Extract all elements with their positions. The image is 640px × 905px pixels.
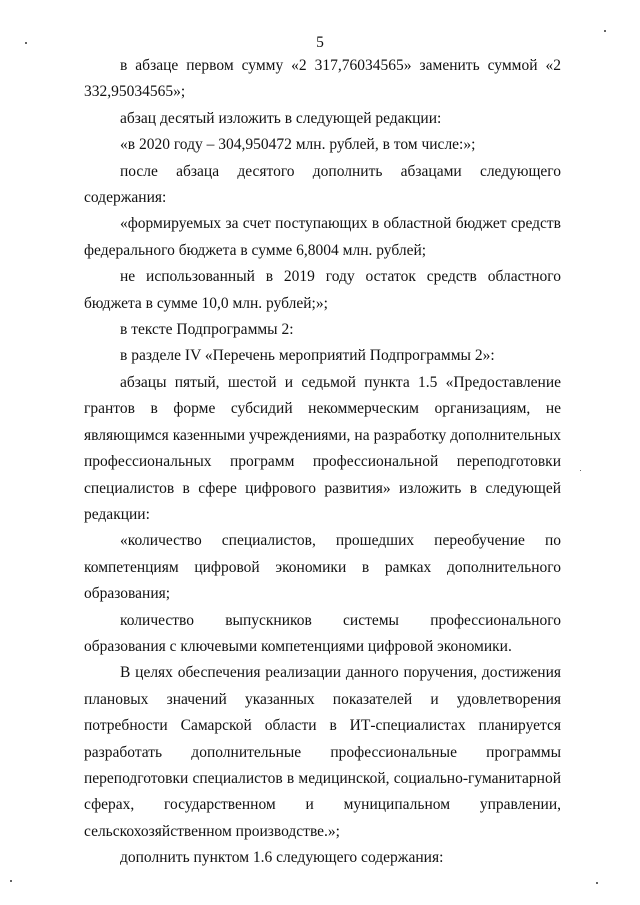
- paragraph: в тексте Подпрограммы 2:: [120, 321, 294, 339]
- scan-speck: [604, 30, 606, 32]
- paragraph: в абзаце первом сумму «2 317,76034565» заменить суммой «2 332,95034565»;: [84, 57, 561, 101]
- scan-speck: [25, 42, 27, 44]
- paragraph: дополнить пунктом 1.6 следующего содержания:: [120, 849, 444, 867]
- paragraph: не использованный в 2019 году остаток средств областного бюджета в сумме 10,0 млн. рублей;»;: [84, 268, 561, 312]
- paragraph: в разделе IV «Перечень мероприятий Подпрограммы 2»:: [120, 347, 495, 365]
- paragraph: «формируемых за счет поступающих в областной бюджет средств федерального бюджета в сумме 6,8004 млн. рублей;: [84, 215, 561, 259]
- paragraph: «количество специалистов, прошедших переобучение по компетенциям цифровой экономики в рамках дополнительного образования;: [84, 532, 561, 603]
- document-body: [84, 53, 561, 872]
- page-number: 5: [316, 34, 324, 51]
- paragraph: после абзаца десятого дополнить абзацами следующего содержания:: [84, 162, 561, 207]
- paragraph: «в 2020 году – 304,950472 млн. рублей, в том числе:»;: [120, 136, 476, 154]
- scan-speck: [580, 470, 581, 471]
- scan-speck: [10, 880, 12, 882]
- scan-speck: [596, 882, 598, 884]
- paragraph: абзац десятый изложить в следующей редакции:: [120, 109, 442, 127]
- paragraph: количество выпускников системы профессионального образования с ключевыми компетенциями цифровой экономики.: [84, 611, 561, 655]
- paragraph: В целях обеспечения реализации данного поручения, достижения плановых значений указанных показателей и удовлетворения потребности Самарской области в ИТ-специалистах планируется разработать дополнительные профессиональные программы переподготовки специалистов в медицинской, социально-гуманитарной сферах, государственном и муниципальном управлении, сельскохозяйственном производстве.»;: [84, 664, 561, 840]
- paragraph: абзацы пятый, шестой и седьмой пункта 1.5 «Предоставление грантов в форме субсидий некоммерческим организациям, не являющимся казенными учреждениями, на разработку дополнительных профессиональных программ профессиональной переподготовки специалистов в сфере цифрового развития» изложить в следующей редакции:: [84, 373, 561, 523]
